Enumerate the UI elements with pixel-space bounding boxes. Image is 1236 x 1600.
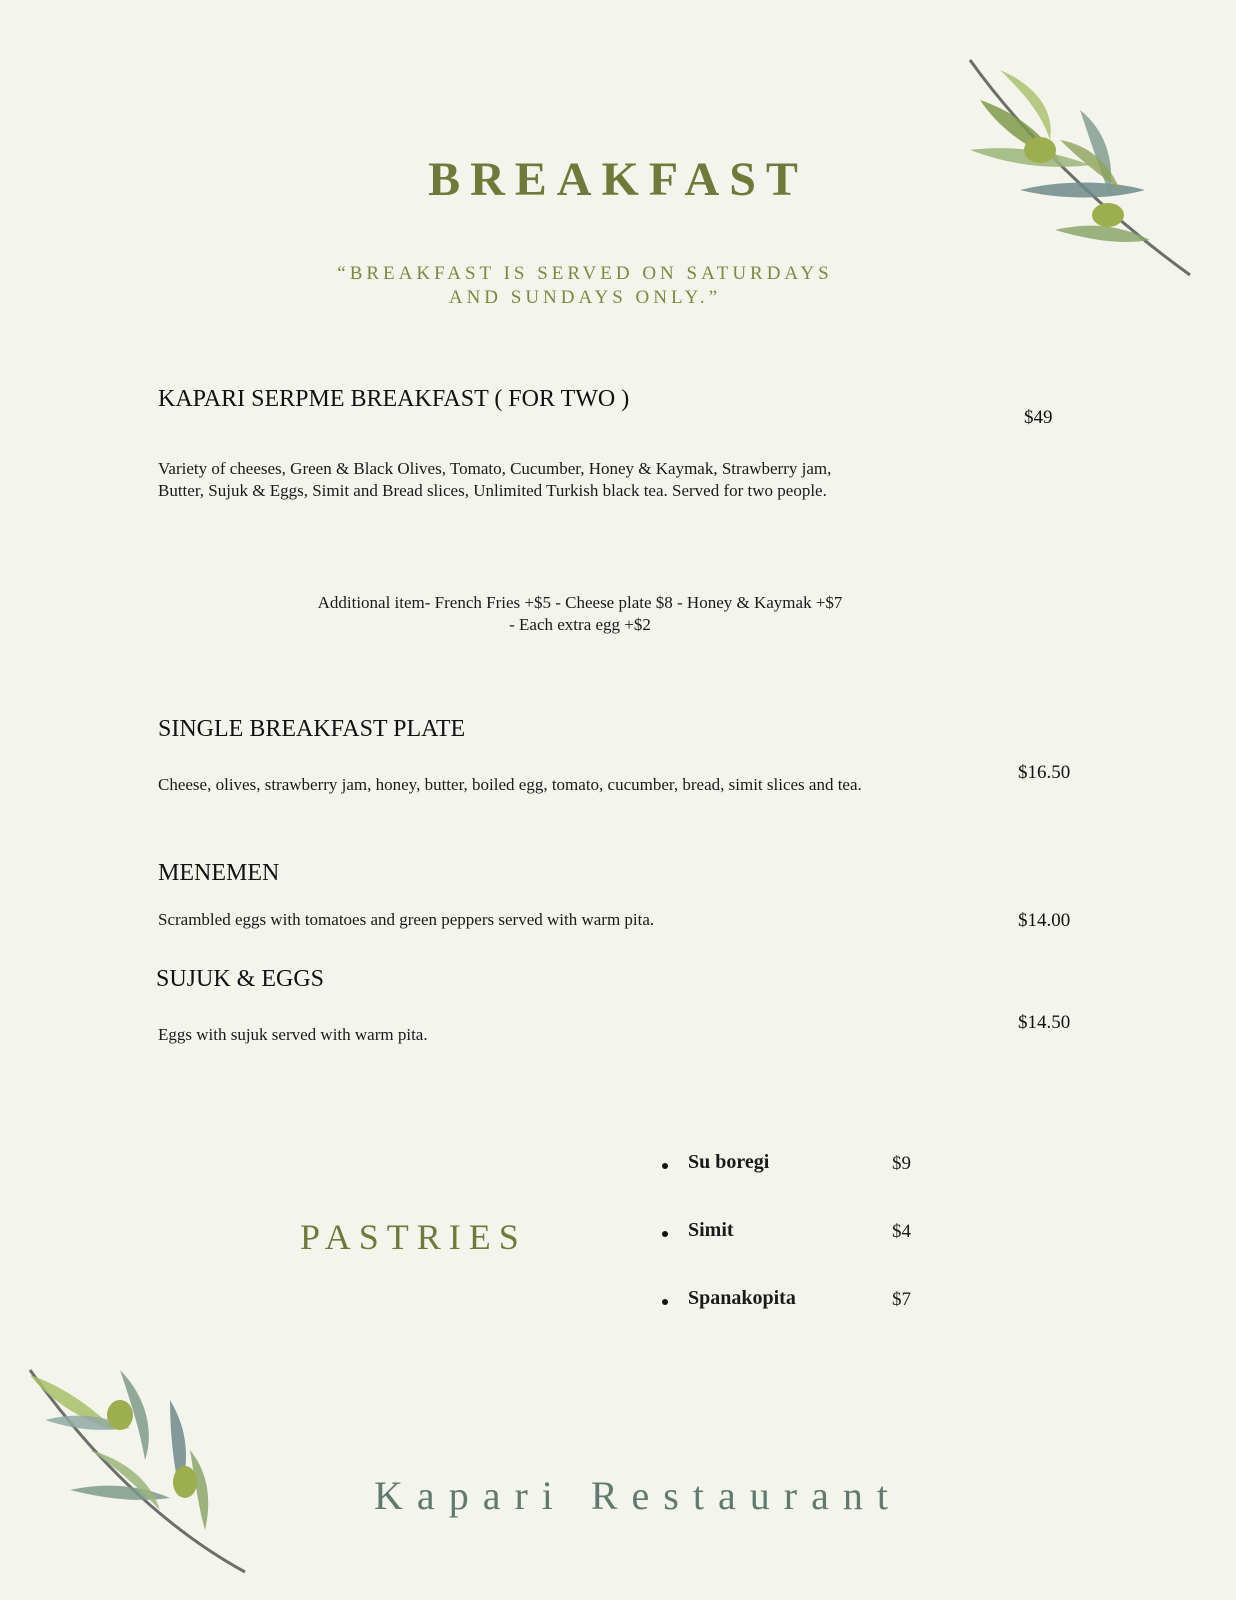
item-desc-serpme [158,458,831,502]
pastry-price: $7 [892,1289,911,1310]
item-desc-serpme-line2: Butter, Sujuk & Eggs, Simit and Bread slices, Unlimited Turkish black tea. Served for two people. [158,481,827,500]
menu-title: BREAKFAST [428,153,808,206]
serving-note [0,262,1170,310]
pastry-price: $9 [892,1153,911,1174]
pastry-item-simit [662,1221,962,1289]
item-title-menemen: MENEMEN [158,860,280,886]
pastry-item-spanakopita [662,1289,962,1357]
pastry-name: Su boregi [688,1151,770,1173]
pastry-name: Simit [688,1219,734,1241]
additional-items-line2: - Each extra egg +$2 [509,615,651,634]
serving-note-line2: AND SUNDAYS ONLY.” [448,287,722,308]
pastries-title: PASTRIES [300,1217,527,1257]
item-desc-single-plate: Cheese, olives, strawberry jam, honey, butter, boiled egg, tomato, cucumber, bread, simit slices and tea. [158,775,862,794]
pastry-list [662,1153,962,1357]
item-price-single-plate: $16.50 [1018,762,1071,783]
bullet-icon [662,1163,668,1169]
pastry-item-su-boregi [662,1153,962,1221]
item-desc-menemen: Scrambled eggs with tomatoes and green peppers served with warm pita. [158,910,655,929]
item-title-single-plate: SINGLE BREAKFAST PLATE [158,716,466,742]
item-price-sujuk-eggs: $14.50 [1018,1012,1071,1033]
item-title-serpme: KAPARI SERPME BREAKFAST ( FOR TWO ) [158,386,630,412]
restaurant-name: Kapari Restaurant [374,1473,902,1518]
bullet-icon [662,1231,668,1237]
additional-items-line1: Additional item- French Fries +$5 - Cheese plate $8 - Honey & Kaymak +$7 [317,593,843,612]
item-price-menemen: $14.00 [1018,910,1071,931]
item-price-serpme: $49 [1024,407,1053,428]
additional-items [200,592,960,636]
olive-branch-bottom-icon [20,1360,250,1580]
item-title-sujuk-eggs: SUJUK & EGGS [156,966,325,992]
item-desc-serpme-line1: Variety of cheeses, Green & Black Olives, Tomato, Cucumber, Honey & Kaymak, Strawberry jam, [158,459,832,478]
serving-note-line1: “BREAKFAST IS SERVED ON SATURDAYS [337,263,833,284]
bullet-icon [662,1299,668,1305]
item-desc-sujuk-eggs: Eggs with sujuk served with warm pita. [158,1025,428,1044]
pastry-name: Spanakopita [688,1287,796,1309]
pastry-price: $4 [892,1221,911,1242]
